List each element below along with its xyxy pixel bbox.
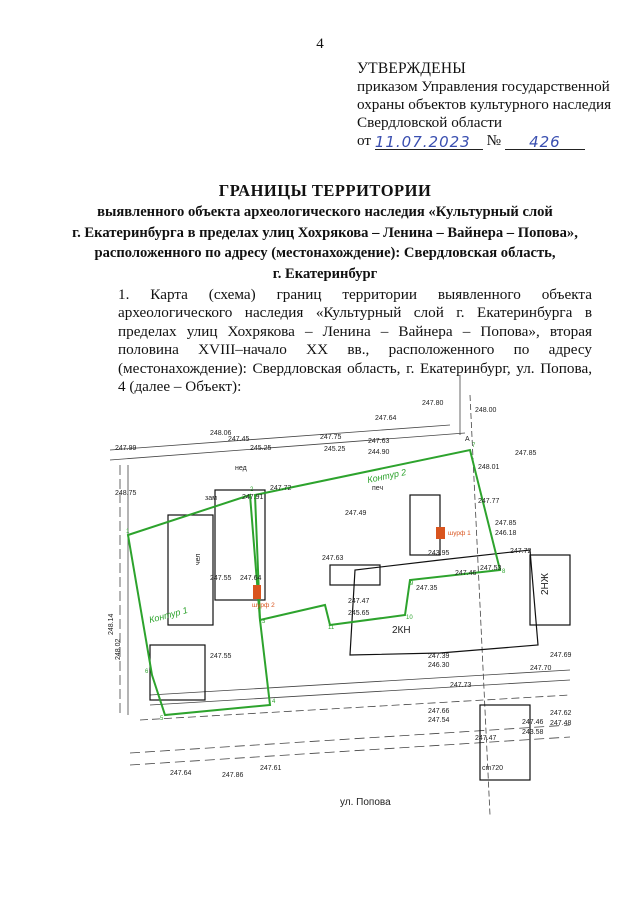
elev-label: 247.61	[260, 765, 282, 772]
approval-line-3: охраны объектов культурного наследия	[357, 96, 612, 113]
elev-label: 243.95	[428, 550, 450, 557]
point-number: 9	[410, 581, 414, 587]
number-prefix: №	[486, 132, 502, 149]
building-2nzh-label: 2НЖ	[540, 572, 551, 595]
mark-label: печ	[372, 485, 384, 492]
elev-label: 245.25	[324, 446, 346, 453]
title-line-1: выявленного объекта археологического наследия «Культурный слой	[97, 204, 553, 220]
point-number: 3	[262, 619, 266, 625]
elev-label: 247.35	[416, 585, 438, 592]
elev-label: 246.18	[495, 530, 517, 537]
elev-label: 247.55	[210, 653, 232, 660]
boundary-map	[110, 375, 580, 815]
point-number: 5	[160, 716, 164, 722]
elev-label: 244.90	[368, 449, 390, 456]
elev-label: 248.14	[108, 613, 115, 635]
elev-label: 247.46	[522, 719, 544, 726]
elev-label: 247.63	[368, 438, 390, 445]
date-field	[375, 133, 483, 150]
contour-1-label: Контур 1	[147, 605, 189, 625]
point-number: 7	[472, 443, 476, 449]
elev-label: 247.86	[222, 772, 244, 779]
date-value: 11.07.2023	[374, 133, 471, 151]
mark-label: нед	[235, 465, 247, 472]
elev-label: 247.91	[242, 494, 264, 501]
elev-label: 248.06	[210, 430, 232, 437]
elev-label: 247.73	[450, 682, 472, 689]
elev-label: 247.72	[510, 548, 532, 555]
elev-label: 248.75	[115, 490, 137, 497]
elev-label: 247.47	[475, 735, 497, 742]
elev-label: 247.99	[115, 445, 137, 452]
elev-label: 248.02	[115, 638, 122, 660]
title-line-2: г. Екатеринбурга в пределах улиц Хохрякова – Ленина – Вайнера – Попова»,	[72, 224, 578, 241]
contour-1-boundary	[128, 495, 270, 715]
cm720-label: cm720	[482, 765, 504, 772]
elev-label: 248.01	[478, 464, 500, 471]
street-label: ул. Попова	[340, 797, 391, 808]
mark-label: чел	[195, 553, 202, 565]
title-line-4: г. Екатеринбург	[272, 265, 378, 282]
elev-label: 246.30	[428, 662, 450, 669]
elev-label: 245.65	[348, 610, 370, 617]
map-base-lines	[110, 375, 570, 815]
elev-label: 247.85	[515, 450, 537, 457]
elev-label: 247.64	[375, 415, 397, 422]
approval-heading: УТВЕРЖДЕНЫ	[357, 60, 466, 77]
point-number: 6	[145, 669, 149, 675]
elev-label: 247.54	[428, 717, 450, 724]
elev-label: 247.47	[348, 598, 370, 605]
mark-label: зам	[205, 495, 217, 502]
shurf-2-marker	[253, 585, 261, 599]
elev-label: 247.64	[170, 770, 192, 777]
point-number: 2	[250, 487, 254, 493]
elev-label: 247.69	[550, 652, 572, 659]
date-prefix: от	[357, 132, 372, 149]
title-line-3: расположенного по адресу (местонахождение): Свердловская область,	[94, 245, 556, 261]
elev-label: 247.77	[478, 498, 500, 505]
approval-block	[357, 60, 637, 152]
elev-label: 247.63	[322, 555, 344, 562]
contour-2-label: Контур 2	[366, 466, 408, 485]
approval-line-4: Свердловской области	[357, 114, 502, 131]
elev-label: 247.39	[428, 653, 450, 660]
elev-label: 247.45	[228, 436, 250, 443]
point-number: 4	[272, 699, 276, 705]
number-field	[505, 133, 585, 150]
title-heading: ГРАНИЦЫ ТЕРРИТОРИИ	[218, 181, 432, 200]
boundary-point-numbers	[126, 443, 506, 722]
elev-label: 247.80	[422, 400, 444, 407]
paragraph-text: 1. Карта (схема) границ территории выявленного объекта археологического наследия «Культурный слой г. Екатеринбурга в пределах улиц Хохрякова – Ленина – Вайнера – Попова», вторая половина XVIII–начало XX вв., расположенного по адресу (местонахождение): Свердловская область, г. Екатеринбург, ул. Попова, 4 (далее – Объект):	[118, 286, 592, 396]
elev-label: 247.64	[240, 575, 262, 582]
elev-label: 247.72	[270, 485, 292, 492]
point-number: 8	[502, 569, 506, 575]
approval-line-2: приказом Управления государственной	[357, 78, 610, 95]
elev-label: 243.58	[522, 729, 544, 736]
elev-label: 247.48	[550, 720, 572, 727]
elev-label: 245.25	[250, 445, 272, 452]
mark-label: А	[465, 436, 470, 443]
elev-label: 248.00	[475, 407, 497, 414]
elev-label: 247.55	[210, 575, 232, 582]
point-number: 11	[328, 625, 335, 631]
point-number: 1	[126, 529, 130, 535]
shurf-1-label: шурф 1	[448, 530, 471, 537]
shurf-1-marker	[436, 527, 445, 539]
approval-date-number-line	[357, 132, 637, 152]
elev-label: 247.62	[550, 710, 572, 717]
elev-label: 247.85	[495, 520, 517, 527]
number-value: 426	[529, 133, 561, 151]
shurf-2-label: шурф 2	[252, 602, 275, 609]
page-number: 4	[316, 36, 324, 52]
point-number: 10	[406, 615, 413, 621]
elev-label: 247.75	[320, 434, 342, 441]
elev-label: 247.46	[455, 570, 477, 577]
elev-label: 247.70	[530, 665, 552, 672]
building-2kn-label: 2КН	[392, 625, 411, 636]
elev-label: 247.66	[428, 708, 450, 715]
elev-label: 247.53	[480, 565, 502, 572]
elevation-labels	[108, 400, 572, 779]
elev-label: 247.49	[345, 510, 367, 517]
document-title	[60, 180, 590, 284]
